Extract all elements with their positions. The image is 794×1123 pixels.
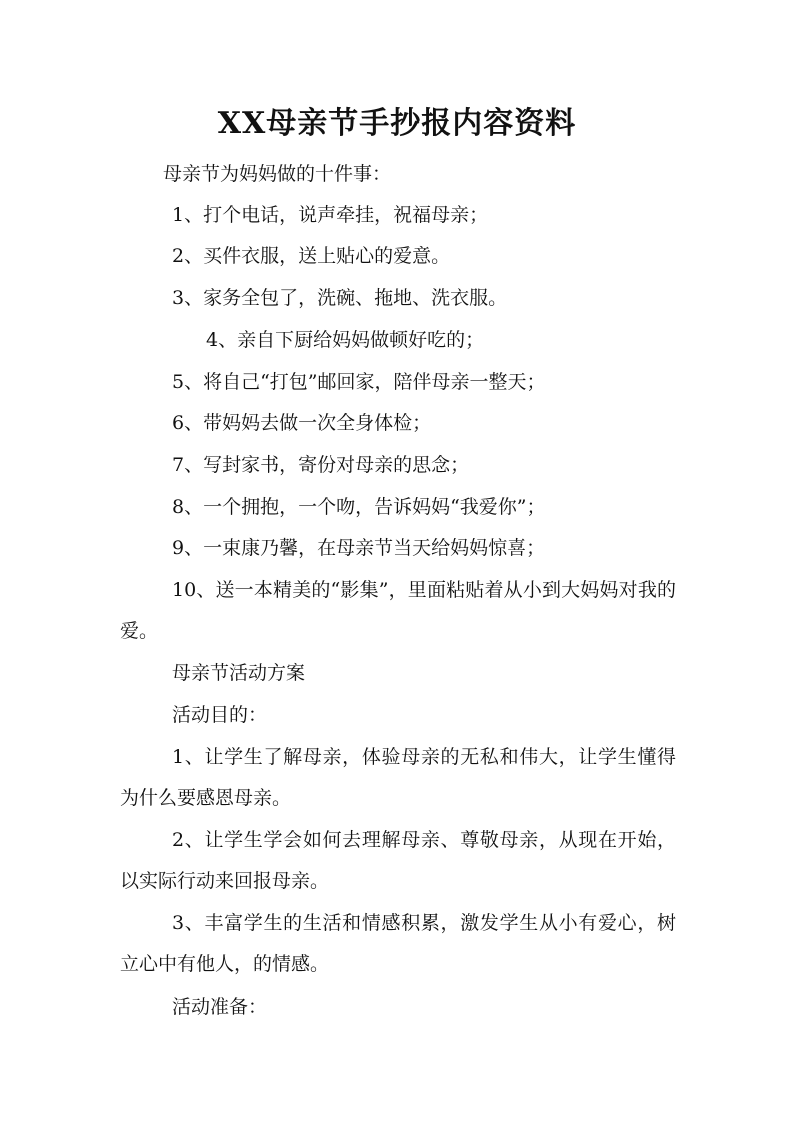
plan-heading: 母亲节活动方案 [172, 662, 306, 684]
list-item-10: 10、送一本精美的“影集”，里面粘贴着从小到大妈妈对我的爱。 [120, 579, 676, 642]
list-item-9: 9、一束康乃馨，在母亲节当天给妈妈惊喜； [172, 537, 546, 559]
purpose-item-1: 1、让学生了解母亲，体验母亲的无私和伟大，让学生懂得为什么要感恩母亲。 [120, 746, 676, 809]
list-item-7: 7、写封家书，寄份对母亲的思念； [172, 454, 470, 476]
prep-heading: 活动准备： [172, 996, 268, 1018]
purpose-item-3: 3、丰富学生的生活和情感积累，激发学生从小有爱心，树立心中有他人，的情感。 [120, 912, 676, 975]
purpose-item-2: 2、让学生学会如何去理解母亲、尊敬母亲，从现在开始，以实际行动来回报母亲。 [120, 829, 676, 892]
list-item-8: 8、一个拥抱，一个吻，告诉妈妈“我爱你”； [172, 496, 546, 518]
document-title: XX母亲节手抄报内容资料 [217, 106, 577, 141]
list-item-2: 2、买件衣服，送上贴心的爱意。 [172, 245, 451, 267]
list-item-5: 5、将自己“打包”邮回家，陪伴母亲一整天； [172, 371, 546, 393]
list-item-4: 4、亲自下厨给妈妈做顿好吃的； [206, 329, 485, 351]
list-item-6: 6、带妈妈去做一次全身体检； [172, 412, 432, 434]
list-item-1: 1、打个电话，说声牵挂，祝福母亲； [172, 204, 489, 226]
intro-line: 母亲节为妈妈做的十件事： [163, 163, 392, 185]
purpose-heading: 活动目的： [172, 704, 268, 726]
list-item-3: 3、家务全包了，洗碗、拖地、洗衣服。 [172, 287, 508, 309]
